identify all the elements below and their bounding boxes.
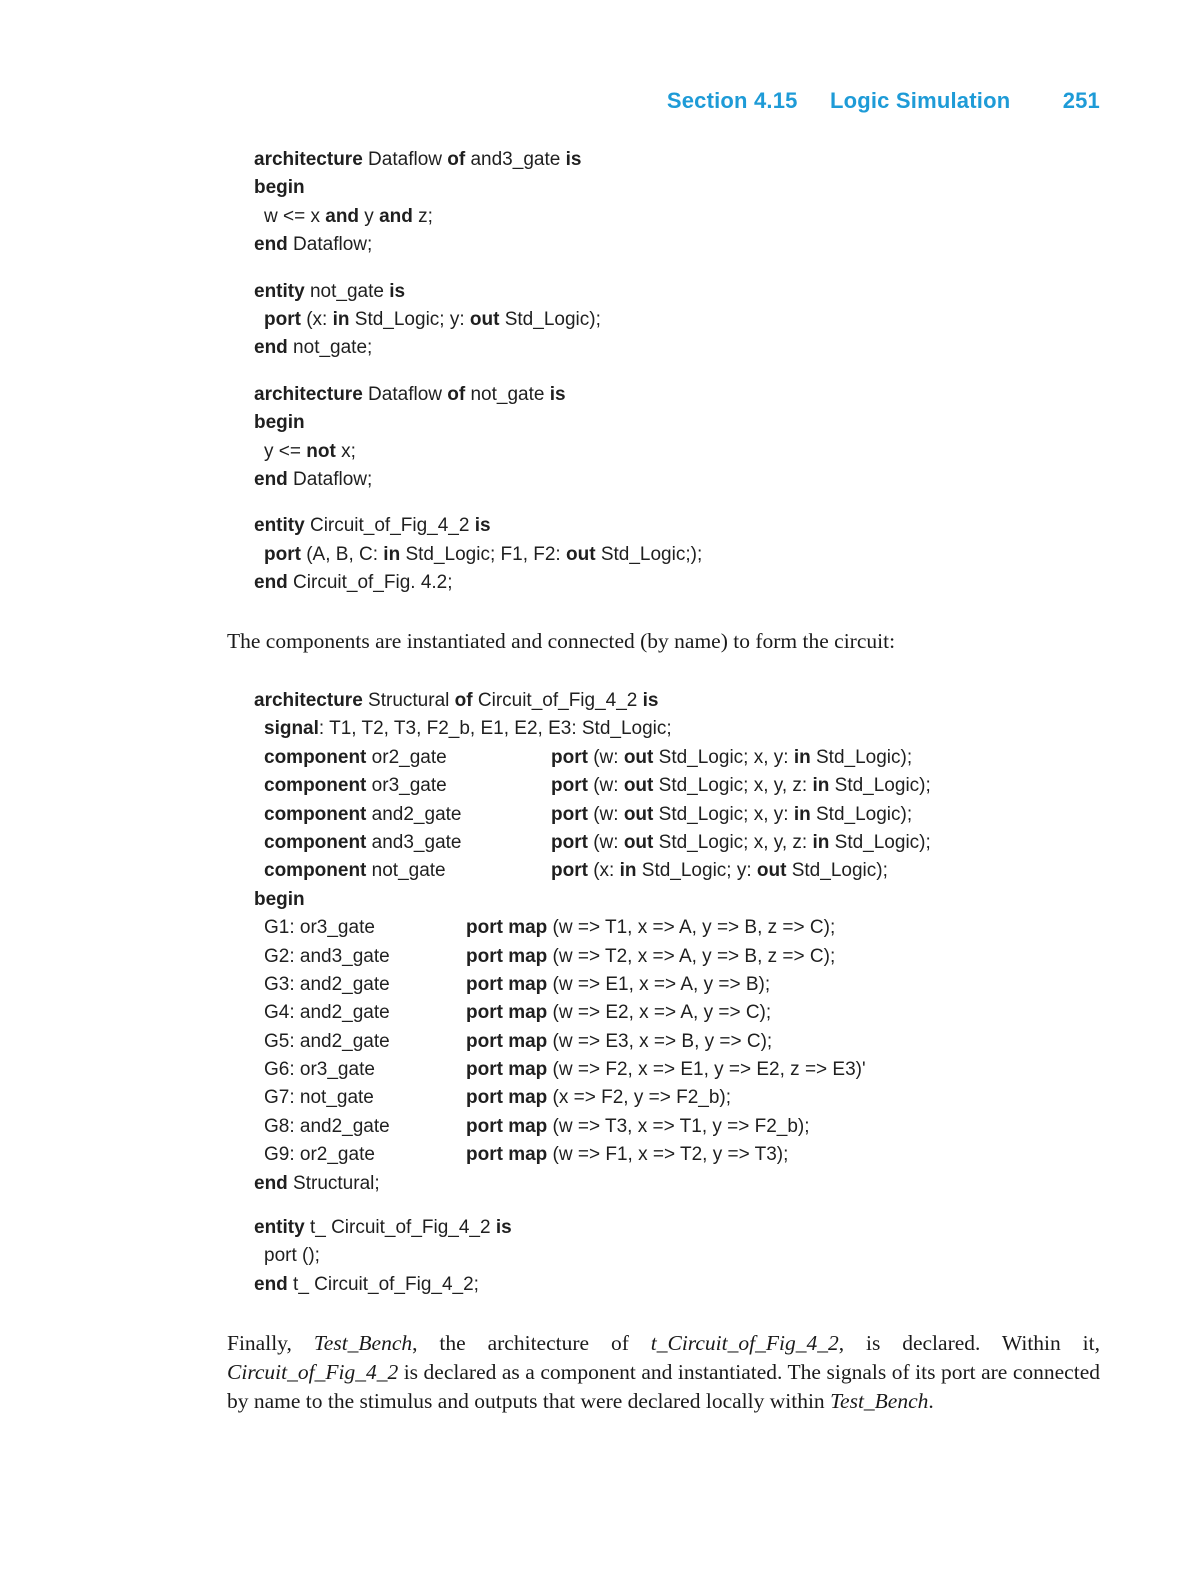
keyword: of: [447, 383, 466, 405]
port-map: [466, 1113, 810, 1141]
port-map: [466, 914, 835, 942]
code-line: [254, 569, 702, 597]
code-line: [254, 512, 702, 540]
text-run: , is declared. Within it,: [838, 1331, 1100, 1355]
component-declaration: [254, 857, 888, 885]
text-run: .: [928, 1389, 934, 1413]
code-text: Std_Logic);: [810, 803, 913, 825]
italic-identifier: Circuit_of_Fig_4_2: [227, 1360, 399, 1384]
port-map: [466, 1141, 788, 1169]
code-line: [254, 203, 702, 231]
instance-line: [254, 943, 836, 971]
code-text: Std_Logic; F1, F2:: [400, 543, 566, 565]
keyword: entity: [254, 515, 305, 537]
code-line: [254, 1271, 512, 1299]
code-text: Circuit_of_Fig_4_2: [304, 515, 475, 537]
instance-label: G9: or2_gate: [264, 1144, 375, 1166]
keyword: port: [264, 543, 301, 565]
keyword: and: [325, 205, 360, 227]
keyword: out: [469, 308, 500, 330]
keyword: end: [254, 1273, 288, 1295]
code-text: not_gate: [366, 860, 446, 882]
keyword: port map: [466, 1115, 548, 1137]
code-text: (x:: [587, 860, 620, 882]
code-text: (w => T1, x => A, y => B, z => C);: [547, 917, 836, 939]
instance-line: [254, 1084, 732, 1112]
keyword: port map: [466, 1087, 548, 1109]
instance-line: [254, 914, 836, 942]
code-text: (x:: [300, 308, 333, 330]
keyword: end: [254, 337, 288, 359]
port-map: [466, 1056, 866, 1084]
italic-identifier: Test_Bench: [313, 1331, 413, 1355]
code-text: Std_Logic);: [829, 831, 931, 853]
code-text: (A, B, C:: [300, 543, 384, 565]
code-text: (w:: [587, 746, 624, 768]
instance-label: G6: or3_gate: [264, 1059, 375, 1081]
keyword: signal: [264, 718, 319, 740]
code-text: Std_Logic);: [810, 746, 913, 768]
keyword: in: [619, 860, 637, 882]
keyword: port map: [466, 1144, 548, 1166]
code-text: Dataflow: [362, 149, 448, 170]
keyword: in: [793, 803, 811, 825]
code-text: (w => E2, x => A, y => C);: [547, 1002, 772, 1024]
code-text: or3_gate: [366, 775, 447, 797]
page-number: 251: [1062, 88, 1100, 113]
keyword: begin: [254, 888, 305, 910]
text-run: Finally,: [227, 1331, 314, 1355]
code-text: z;: [412, 205, 433, 227]
paragraph-text: The components are instantiated and connected (by name) to form the circuit:: [227, 629, 896, 653]
code-line: [254, 381, 702, 409]
instance-line: [254, 999, 772, 1027]
code-line: [254, 466, 702, 494]
port-clause: [551, 772, 931, 800]
keyword: is: [642, 690, 659, 711]
keyword: and: [379, 205, 413, 227]
keyword: is: [495, 1217, 512, 1238]
code-text: Structural;: [287, 1172, 380, 1194]
code-text: Std_Logic; y:: [636, 860, 757, 882]
instance-label: G2: and3_gate: [264, 945, 390, 967]
component-declaration: [254, 801, 913, 829]
code-text: (w:: [587, 775, 624, 797]
keyword: in: [332, 308, 350, 330]
keyword: out: [623, 746, 654, 768]
section-title: Logic Simulation: [829, 88, 1011, 113]
code-text: Circuit_of_Fig. 4.2;: [287, 572, 453, 594]
code-text: Dataflow: [362, 383, 448, 405]
code-block-3: [254, 1214, 512, 1299]
keyword: end: [254, 1172, 288, 1194]
instance-label: G4: and2_gate: [264, 1002, 390, 1024]
instance-line: [254, 1056, 866, 1084]
keyword: port: [551, 803, 588, 825]
component-declaration: [254, 829, 931, 857]
keyword: port map: [466, 917, 548, 939]
keyword: of: [447, 149, 466, 170]
code-line: [254, 409, 702, 437]
keyword: entity: [254, 1217, 305, 1238]
paragraph-2: [227, 1329, 1100, 1416]
port-map: [466, 971, 770, 999]
keyword: is: [565, 149, 582, 170]
keyword: port map: [466, 1059, 548, 1081]
keyword: architecture: [254, 690, 363, 711]
keyword: port map: [466, 973, 548, 995]
keyword: port map: [466, 1030, 548, 1052]
code-text: and3_gate: [465, 149, 566, 170]
code-line: [254, 146, 702, 174]
code-text: (w => F1, x => T2, y => T3);: [547, 1144, 789, 1166]
code-line: [254, 306, 702, 334]
code-text: Std_Logic);: [499, 308, 601, 330]
code-block-2: [254, 687, 931, 1198]
code-line: [254, 1170, 672, 1198]
port-clause: [551, 744, 912, 772]
keyword: in: [812, 831, 830, 853]
component-declaration: [254, 744, 913, 772]
code-text: not_gate;: [287, 337, 373, 359]
keyword: is: [549, 383, 566, 405]
keyword: end: [254, 234, 288, 256]
code-text: (w:: [587, 831, 624, 853]
code-text: or2_gate: [366, 746, 447, 768]
instance-line: [254, 1028, 773, 1056]
running-header: [667, 88, 1100, 114]
code-line: [254, 886, 672, 914]
code-line: [254, 334, 702, 362]
text-run: is declared as a component and instantiated. The signals of its port are connected by name to the stimulus and outputs that were declared locally within: [227, 1360, 1100, 1413]
keyword: component: [264, 803, 367, 825]
code-line: [254, 715, 672, 743]
code-text: Dataflow;: [287, 468, 373, 490]
code-text: not_gate: [465, 383, 550, 405]
code-text: Std_Logic; y:: [349, 308, 470, 330]
port-map: [466, 999, 771, 1027]
port-map: [466, 1028, 772, 1056]
italic-identifier: t_Circuit_of_Fig_4_2: [650, 1331, 839, 1355]
port-clause: [551, 857, 888, 885]
code-text: : T1, T2, T3, F2_b, E1, E2, E3: Std_Logic;: [318, 718, 672, 740]
keyword: is: [474, 515, 491, 537]
code-text: w <= x: [264, 205, 326, 227]
keyword: end: [254, 572, 288, 594]
keyword: begin: [254, 412, 305, 434]
code-text: Std_Logic; x, y, z:: [653, 775, 813, 797]
code-text: x;: [335, 440, 356, 462]
code-text: (w => T2, x => A, y => B, z => C);: [547, 945, 836, 967]
code-text: Std_Logic; x, y:: [653, 746, 794, 768]
code-text: (w => T3, x => T1, y => F2_b);: [547, 1115, 810, 1137]
code-text: (w:: [587, 803, 624, 825]
keyword: begin: [254, 177, 305, 199]
port-map: [466, 943, 835, 971]
keyword: architecture: [254, 383, 363, 405]
code-text: t_ Circuit_of_Fig_4_2: [304, 1217, 496, 1238]
code-text: and2_gate: [366, 803, 462, 825]
code-text: Std_Logic; x, y:: [653, 803, 794, 825]
port-clause: [551, 801, 912, 829]
code-text: not_gate: [304, 280, 390, 302]
port-map: [466, 1084, 731, 1112]
instance-label: G7: not_gate: [264, 1087, 374, 1109]
code-line: [254, 541, 702, 569]
code-text: Std_Logic; x, y, z:: [653, 831, 813, 853]
keyword: is: [389, 280, 406, 302]
code-text: t_ Circuit_of_Fig_4_2;: [287, 1273, 479, 1295]
keyword: architecture: [254, 149, 363, 170]
instance-label: G3: and2_gate: [264, 973, 390, 995]
text-run: , the architecture of: [412, 1331, 651, 1355]
code-text: y: [359, 205, 380, 227]
code-text: Structural: [362, 690, 455, 711]
code-text: y <=: [264, 440, 307, 462]
keyword: port map: [466, 945, 548, 967]
keyword: out: [566, 543, 596, 565]
instance-label: G5: and2_gate: [264, 1030, 390, 1052]
code-line: [254, 174, 702, 202]
code-text: Dataflow;: [287, 234, 373, 256]
keyword: port map: [466, 1002, 548, 1024]
instance-line: [254, 1141, 789, 1169]
paragraph-1: [227, 627, 1100, 656]
code-line: [254, 687, 672, 715]
keyword: port: [551, 831, 588, 853]
code-line: [254, 1242, 512, 1270]
instance-line: [254, 1113, 810, 1141]
code-text: Std_Logic;);: [595, 543, 703, 565]
code-line: [254, 438, 702, 466]
code-line: [254, 231, 702, 259]
section-number: Section 4.15: [666, 88, 798, 113]
component-declaration: [254, 772, 931, 800]
instance-label: G8: and2_gate: [264, 1115, 390, 1137]
code-text: Std_Logic);: [786, 860, 888, 882]
paragraph-text: [227, 1329, 1100, 1416]
keyword: port: [264, 308, 301, 330]
keyword: end: [254, 468, 288, 490]
keyword: component: [264, 831, 367, 853]
keyword: out: [623, 803, 654, 825]
code-text: Circuit_of_Fig_4_2: [472, 690, 643, 711]
code-line: [254, 278, 702, 306]
code-text: Std_Logic);: [829, 775, 931, 797]
keyword: in: [793, 746, 811, 768]
code-text: (w => E3, x => B, y => C);: [547, 1030, 773, 1052]
keyword: in: [383, 543, 401, 565]
keyword: component: [264, 775, 367, 797]
keyword: not: [306, 440, 336, 462]
keyword: port: [551, 746, 588, 768]
code-text: port ();: [264, 1245, 320, 1267]
italic-identifier: Test_Bench: [830, 1389, 929, 1413]
code-text: (w => E1, x => A, y => B);: [547, 973, 771, 995]
keyword: component: [264, 860, 367, 882]
instance-label: G1: or3_gate: [264, 917, 375, 939]
keyword: in: [812, 775, 830, 797]
keyword: port: [551, 775, 588, 797]
code-text: (x => F2, y => F2_b);: [547, 1087, 732, 1109]
keyword: out: [623, 775, 654, 797]
keyword: out: [756, 860, 787, 882]
code-line: [254, 1214, 512, 1242]
keyword: of: [454, 690, 473, 711]
keyword: entity: [254, 280, 305, 302]
instance-line: [254, 971, 771, 999]
code-text: and3_gate: [366, 831, 462, 853]
keyword: port: [551, 860, 588, 882]
keyword: component: [264, 746, 367, 768]
port-clause: [551, 829, 931, 857]
code-text: (w => F2, x => E1, y => E2, z => E3)': [547, 1059, 866, 1081]
code-block-1: [254, 146, 702, 597]
keyword: out: [623, 831, 654, 853]
